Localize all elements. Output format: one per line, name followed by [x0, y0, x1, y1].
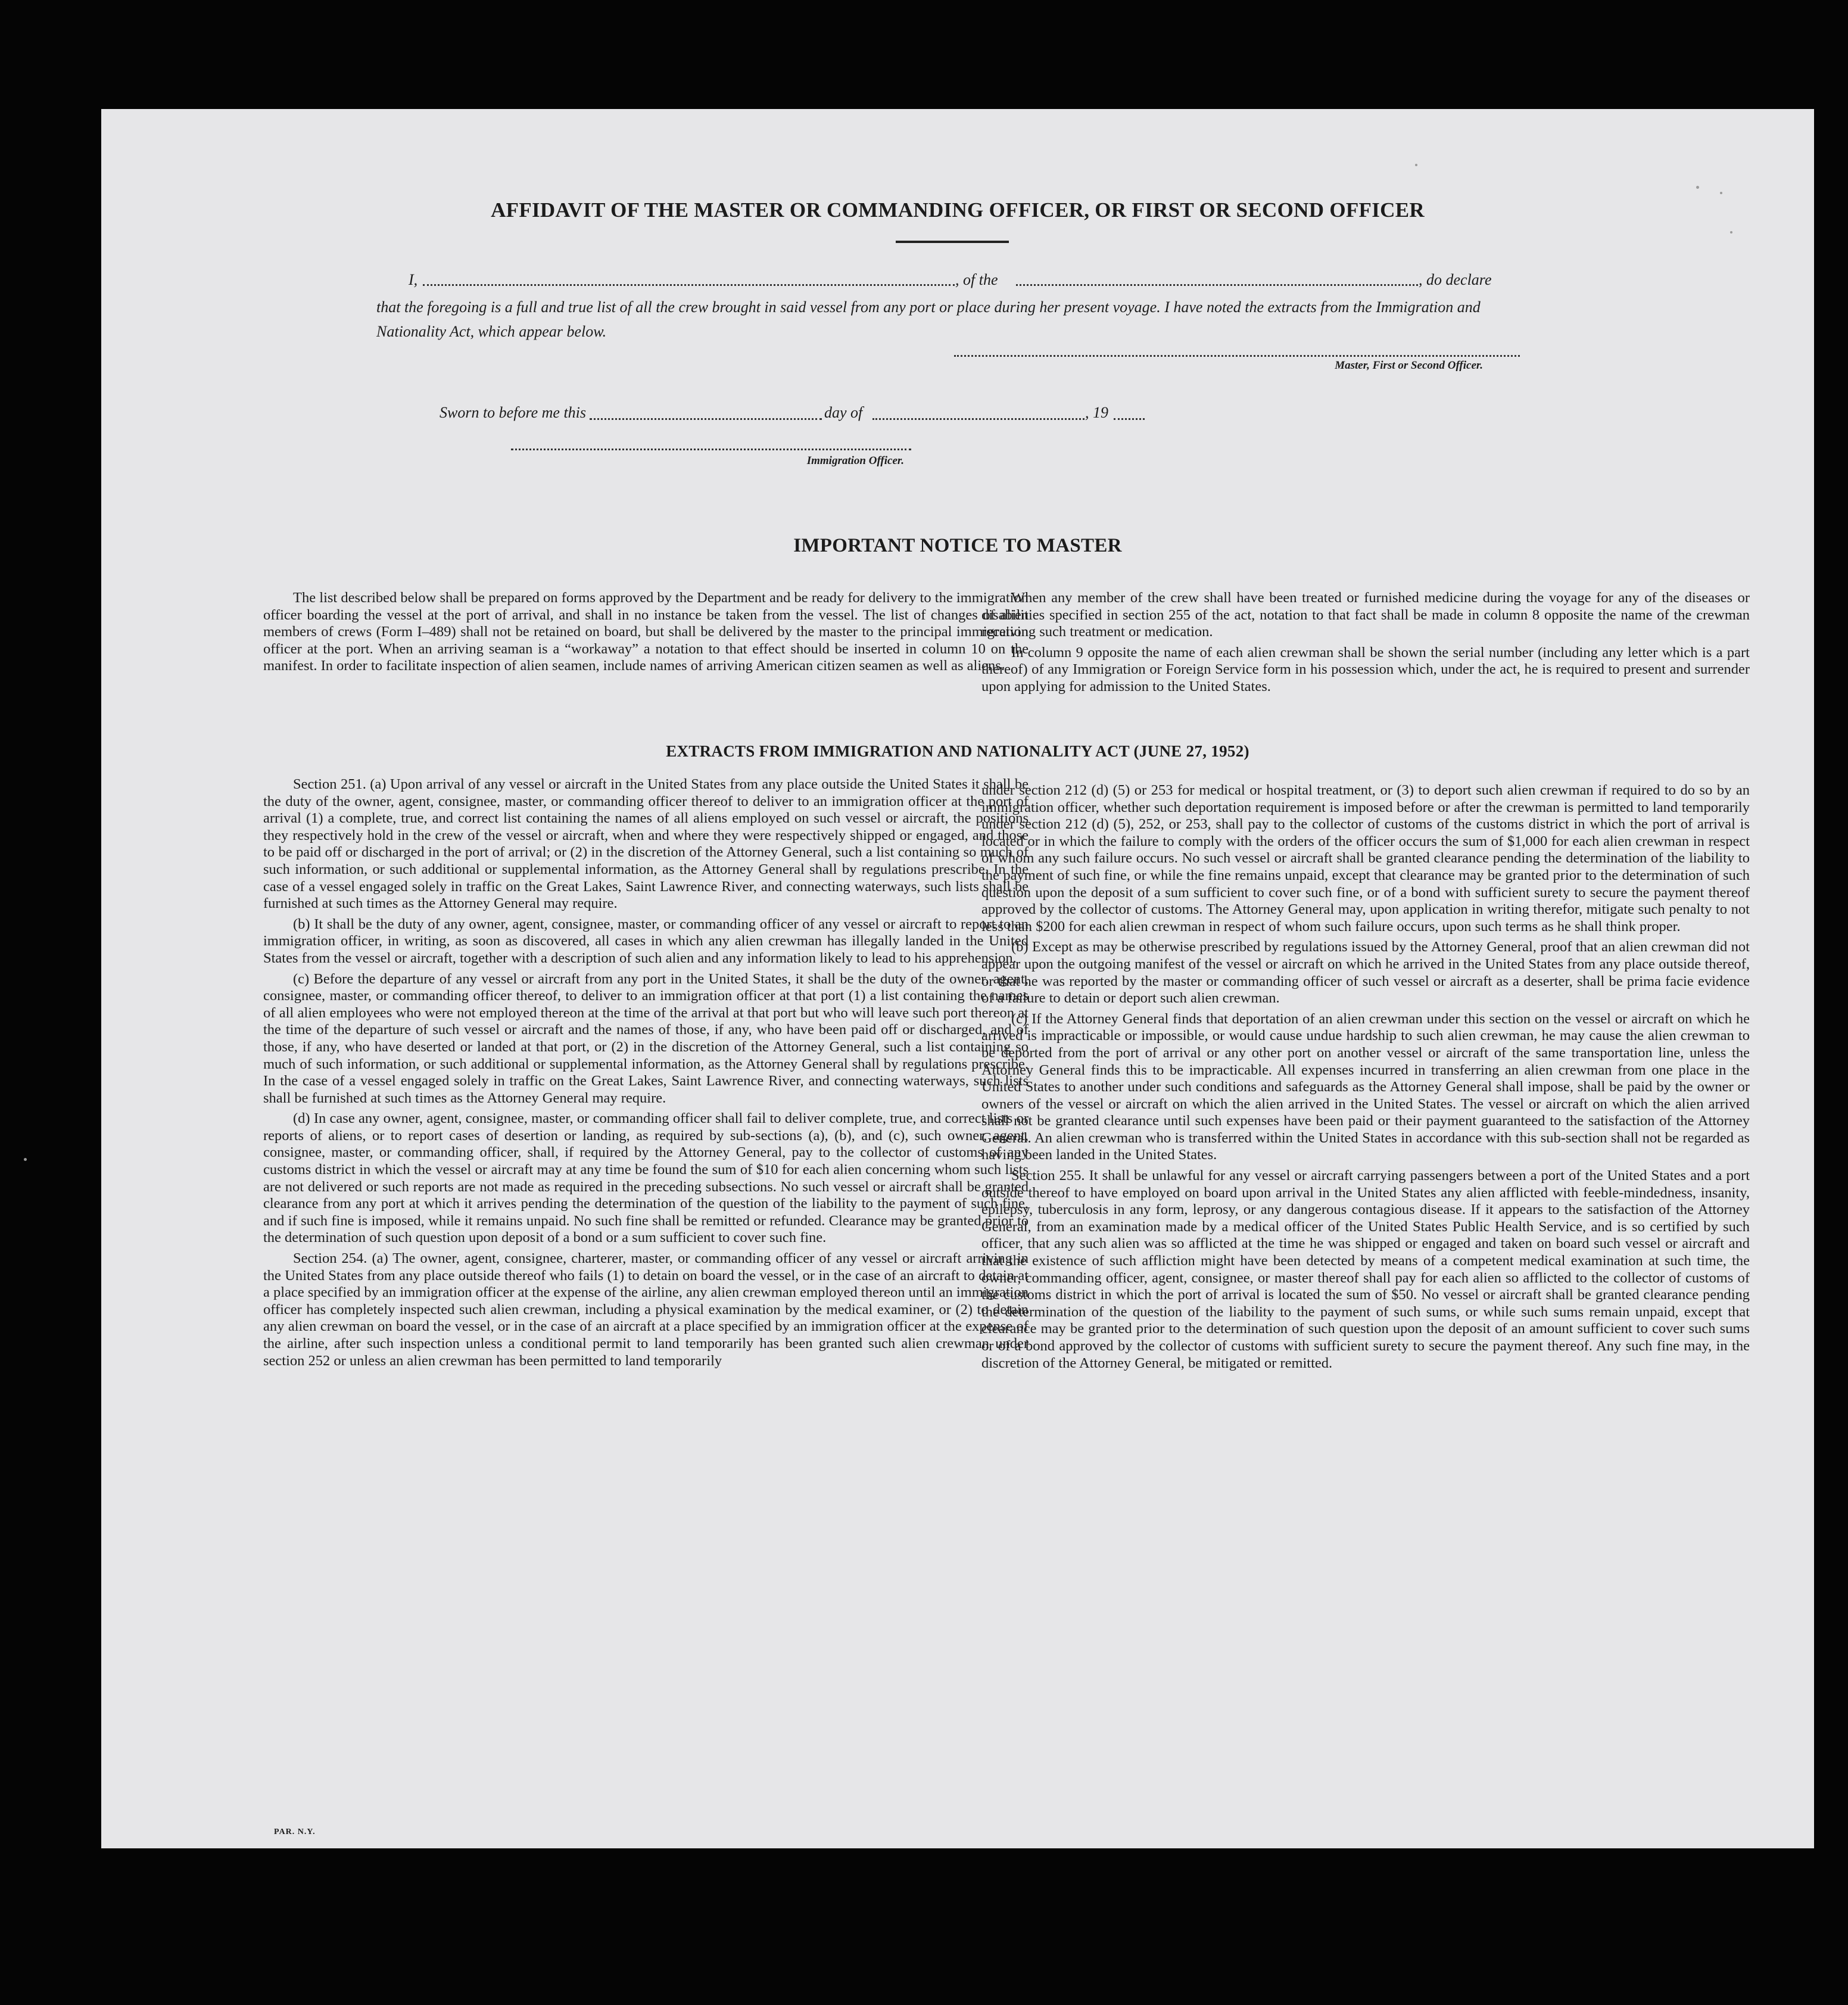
year-prefix-label: , 19 — [1085, 404, 1108, 421]
day-of-label: day of — [824, 404, 863, 421]
notice-right-paragraph-2: In column 9 opposite the name of each alien crewman shall be shown the serial number (including any letter which is a part thereof) of any Immigration or Foreign Service form in his possession which, under the act, he is required to present and surrender upon applying for admission to the United States. — [981, 644, 1750, 695]
extracts-title: EXTRACTS FROM IMMIGRATION AND NATIONALITY ACT (JUNE 27, 1952) — [666, 742, 1249, 760]
section-251-a: Section 251. (a) Upon arrival of any vessel or aircraft in the United States from any place outside the United States it shall be the duty of the owner, agent, consignee, master, or commanding officer thereof to deliver to an immigration officer at the port of arrival (1) a complete, true, and correct list containing the names of all aliens employed on such vessel or aircraft, the positions they respectively hold in the crew of the vessel or aircraft, when and where they were respectively shipped or engaged, and those to be paid off or discharged in the port of arrival; or (2) in the discretion of the Attorney General, such a list containing so much of such information, or such additional or supplemental information, as the Attorney General shall by regulations prescribe. In the case of a vessel engaged solely in traffic on the Great Lakes, Saint Lawrence River, and connecting waterways, such lists shall be furnished at such times as the Attorney General may require. — [263, 776, 1029, 912]
do-declare-label: , do declare — [1419, 271, 1492, 288]
master-signature-field[interactable] — [954, 355, 1520, 357]
section-251-c: (c) Before the departure of any vessel or aircraft from any port in the United States, it shall be the duty of the owner, agent, consignee, master, or commanding officer thereof, to deliver to an immigration officer at that port (1) a list containing the names of all alien employees who were not employed thereon at the time of the arrival at that port but who will leave such port thereon at the time of the departure of such vessel or aircraft and the names of those, if any, who have been paid off or discharged, and of those, if any, who have deserted or landed at that port, or (2) in the discretion of the Attorney General, such a list containing so much of such information, or such additional or supplemental information, as the Attorney General shall by regulations prescribe. In the case of a vessel engaged solely in traffic on the Great Lakes, Saint Lawrence River, and connecting waterways, such lists shall be furnished at such times as the Attorney General may require. — [263, 970, 1029, 1106]
extracts-right-column — [981, 782, 1750, 1375]
notice-right-paragraph-1: When any member of the crew shall have been treated or furnished medicine during the voyage for any of the diseases or disabilities specified in section 255 of the act, notation to that fact shall be made in column 8 opposite the name of the crewman receiving such treatment or medication. — [981, 590, 1750, 640]
section-254-a: Section 254. (a) The owner, agent, consignee, charterer, master, or commanding officer of any vessel or aircraft arriving in the United States from any place outside thereof who fails (1) to detain on board the vessel, or in the case of an aircraft to detain at a place specified by an immigration officer at the expense of the airline, any alien crewman employed thereon until an immigration officer has completely inspected such alien crewman, including a physical examination by the medical examiner, or (2) to detain any alien crewman on board the vessel, or in the case of an aircraft at a place specified by an immigration officer at the expense of the airline, after such inspection unless a conditional permit to land temporarily has been granted such alien crewman under section 252 or unless an alien crewman has been permitted to land temporarily — [263, 1250, 1029, 1369]
notice-title: IMPORTANT NOTICE TO MASTER — [793, 535, 1122, 556]
affidavit-title: AFFIDAVIT OF THE MASTER OR COMMANDING OFFICER, OR FIRST OR SECOND OFFICER — [491, 198, 1425, 222]
document-page — [101, 109, 1814, 1848]
officer-signature-caption: Immigration Officer. — [806, 454, 904, 467]
extracts-left-column — [263, 776, 1029, 1373]
notice-left-paragraph: The list described below shall be prepared on forms approved by the Department and be ready for delivery to the immigration officer boarding the vessel at the port of arrival, and shall in no instance be taken from the vessel. The list of changes of alien members of crews (Form I–489) shall not be retained on board, but shall be delivered by the master to the principal immigration officer at the port. When an arriving seaman is a “workaway” a notation to that effect should be inserted in column 10 on the manifest. In order to facilitate inspection of alien seamen, include names of arriving American citizen seamen as well as aliens. — [263, 590, 1029, 674]
affidavit-i-label: I, — [409, 271, 418, 288]
title-underline — [896, 241, 1009, 243]
officer-signature-field[interactable] — [511, 449, 911, 450]
section-254-a-continued: under section 212 (d) (5) or 253 for medical or hospital treatment, or (3) to deport such alien crewman if required to do so by an immigration officer, whether such deportation requirement is imposed before or after the crewman is permitted to land temporarily under section 212 (d) (5), 252, or 253, shall pay to the collector of customs of the customs district in which the port of arrival is located or in which the failure to comply with the orders of the officer occurs the sum of $1,000 for each alien crewman in respect of whom any such failure occurs. No such vessel or aircraft shall be granted clearance pending the determination of the liability to the payment of such fine, or while the fine remains unpaid, except that clearance may be granted prior to the determination of such question upon the deposit of a sum sufficient to cover such fine, or of a bond with sufficient surety to secure the payment thereof approved by the collector of customs. The Attorney General may, upon application in writing therefor, mitigate such penalty to not less than $200 for each alien crewman in respect of whom such failure occurs, upon such terms as he shall think proper. — [981, 782, 1750, 935]
sworn-year-field[interactable] — [1114, 418, 1145, 420]
section-254-b: (b) Except as may be otherwise prescribed by regulations issued by the Attorney General, proof that an alien crewman did not appear upon the outgoing manifest of the vessel or aircraft on which he arrived in the United States from any place outside thereof, or that he was reported by the master or commanding officer of such vessel or aircraft as a deserter, shall be prima facie evidence of a failure to detain or deport such alien crewman. — [981, 939, 1750, 1007]
master-signature-caption: Master, First or Second Officer. — [1335, 359, 1483, 372]
section-251-b: (b) It shall be the duty of any owner, agent, consignee, master, or commanding officer of any vessel or aircraft to report to an immigration officer, in writing, as soon as discovered, all cases in which any alien crewman has illegally landed in the United States from the vessel or aircraft, together with a description of such alien and any information likely to lead to his apprehension. — [263, 916, 1029, 966]
sworn-day-field[interactable] — [590, 418, 822, 420]
section-251-d: (d) In case any owner, agent, consignee, master, or commanding officer shall fail to deliver complete, true, and correct lists or reports of aliens, or to report cases of desertion or landing, as required by sub-sections (a), (b), and (c), such owner, agent, consignee, master, or commanding officer, shall, if required by the Attorney General, pay to the collector of customs of any customs district in which the vessel or aircraft may at any time be found the sum of $10 for each alien concerning whom such lists are not delivered or such reports are not made as required in the preceding subsections. No such vessel or aircraft shall be granted clearance from any port at which it arrives pending the determination of the question of the liability to the payment of such fine, and if such fine is imposed, while it remains unpaid. No such fine shall be remitted or refunded. Clearance may be granted prior to the determination of such question upon deposit of a bond or a sum sufficient to cover such fine. — [263, 1110, 1029, 1246]
section-255: Section 255. It shall be unlawful for any vessel or aircraft carrying passengers between a port of the United States and a port outside thereof to have employed on board upon arrival in the United States any alien afflicted with feeble-mindedness, insanity, epilepsy, tuberculosis in any form, leprosy, or any dangerous contagious disease. If it appears to the satisfaction of the Attorney General, from an examination made by a medical officer of the United States Public Health Service, and is so certified by such officer, that any such alien was so afflicted at the time he was shipped or engaged and taken on board such vessel or aircraft and that the existence of such affliction might have been detected by means of a competent medical examination at such time, the owner, commanding officer, agent, consignee, or master thereof shall pay for each alien so afflicted to the collector of customs of the customs district in which the port of arrival is located the sum of $50. No vessel or aircraft shall be granted clearance pending the determination of the question of the liability to the payment of such sums, or while such sums remain unpaid, except that clearance may be granted prior to the determination of such question upon the deposit of an amount sufficient to cover such sums or of a bond approved by the collector of customs with sufficient surety to secure the payment thereof. Any such fine may, in the discretion of the Attorney General, be mitigated or remitted. — [981, 1167, 1750, 1371]
notice-right-column — [981, 590, 1750, 699]
section-254-c: (c) If the Attorney General finds that deportation of an alien crewman under this section on the vessel or aircraft on which he arrived is impracticable or impossible, or would cause undue hardship to such alien crewman, he may cause the alien crewman to be deported from the port of arrival or any other port on another vessel or aircraft of the same transportation line, unless the Attorney General finds this to be impracticable. All expenses incurred in transferring an alien crewman from one place in the United States to another under such conditions and safeguards as the Attorney General shall impose, shall be paid by the owner or owners of the vessel or aircraft on which the alien arrived in the United States. The vessel or aircraft on which the alien arrived shall not be granted clearance until such expenses have been paid or their payment guaranteed to the satisfaction of the Attorney General. An alien crewman who is transferred within the United States in accordance with this sub-section shall not be regarded as having been landed in the United States. — [981, 1010, 1750, 1163]
sworn-month-field[interactable] — [872, 418, 1085, 420]
scan-speck — [1415, 164, 1417, 166]
scan-speck — [1730, 231, 1732, 233]
vessel-name-field[interactable] — [1016, 284, 1418, 286]
master-name-field[interactable] — [423, 284, 955, 286]
of-the-label: , of the — [955, 271, 998, 288]
printer-mark: PAR. N.Y. — [274, 1827, 316, 1836]
scan-speck — [1696, 186, 1699, 189]
sworn-prefix: Sworn to before me this — [440, 404, 587, 421]
notice-left-column — [263, 590, 1029, 678]
scan-speck — [1720, 192, 1722, 194]
declaration-text: that the foregoing is a full and true list of all the crew brought in said vessel from any port or place during her present voyage. I have noted the extracts from the Immigration and Nationality Act, which appear below. — [376, 298, 1481, 340]
scan-speck — [24, 1158, 27, 1161]
